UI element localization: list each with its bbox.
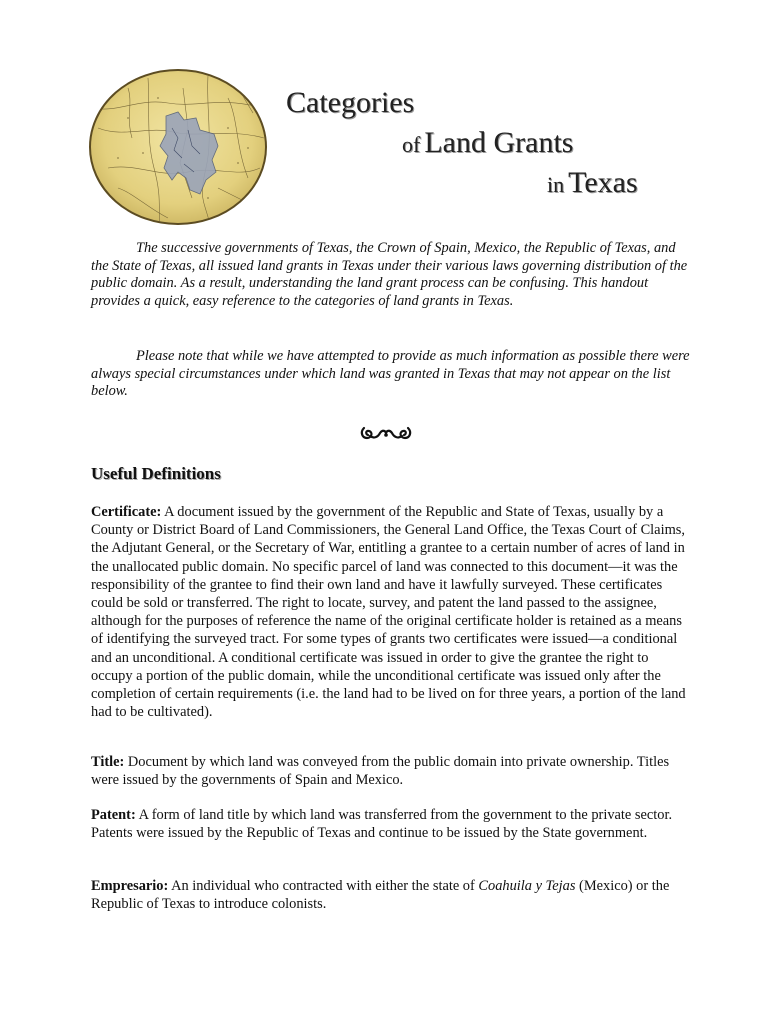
definition-certificate [91,503,691,721]
intro-paragraph-2-text: Please note that while we have attempted to provide as much information as possible there were always special circumstances under which land was granted in Texas that may not appear on the list below. [91,348,690,400]
title-word-in: in [547,172,565,197]
intro-paragraph-2 [91,348,691,401]
definition-text-title: Document by which land was conveyed from the public domain into private ownership. Titles were issued by the governments of Spain and Mexico. [91,754,670,789]
section-heading-useful-definitions: Useful Definitions [91,464,221,483]
definition-term-title: Title: [91,754,125,770]
title-line-texas [547,166,638,200]
title-word-texas: Texas [568,166,638,199]
definition-text-empresario-before: An individual who contracted with either the state of [168,878,479,894]
title-line-categories [286,86,414,120]
title-word-of: of [402,132,421,157]
definition-term-certificate: Certificate: [91,504,162,520]
definition-title [91,753,691,789]
definition-text-patent: A form of land title by which land was transferred from the government to the private sector. Patents were issued by the Republic of Texas and continue to be issued by the State government. [91,807,673,842]
scroll-ornament-icon [358,422,414,444]
intro-paragraph-1-text: The successive governments of Texas, the Crown of Spain, Mexico, the Republic of Texas, and the State of Texas, all issued land grants in Texas under their various laws governing distribution of the public domain. As a result, understanding the land grant process can be confusing. This handout provides a quick, easy reference to the categories of land grants in Texas. [91,240,688,309]
definition-term-patent: Patent: [91,807,136,823]
definition-empresario [91,877,691,913]
definition-text-empresario-italic: Coahuila y Tejas [478,878,576,894]
texas-map-emblem [88,68,268,226]
definition-patent [91,806,691,842]
definition-term-empresario: Empresario: [91,878,169,894]
intro-paragraph-1 [91,240,691,310]
title-line-land-grants [402,126,573,160]
definition-text-certificate: A document issued by the government of the Republic and State of Texas, usually by a County or District Board of Land Commissioners, the General Land Office, the Texas Court of Claims, the Adjutant General, or the Secretary of War, entitling a grantee to a certain number of acres of land in the unallocated public domain. No specific parcel of land was connected to this document—it was the responsibility of the grantee to find their own land and have it lawfully surveyed. These certificates could be sold or transferred. The right to locate, survey, and patent the land passed to the assignee, although for the purposes of reference the name of the original certificate holder is retained as a means of identifying the surveyed tract. For some types of grants two certificates were issued—a conditional and an unconditional. A conditional certificate was issued in order to give the grantee the right to occupy a portion of the public domain, while the unconditional certificate was issued only after the completion of certain requirements (i.e. the land had to be lived on for three years, a portion of the land had to be cultivated). [91,504,686,721]
title-word-land-grants: Land Grants [424,126,574,159]
title-word-categories: Categories [286,86,415,119]
definition-text-empresario-after: (Mexico) or the Republic of Texas to introduce colonists. [91,878,670,913]
